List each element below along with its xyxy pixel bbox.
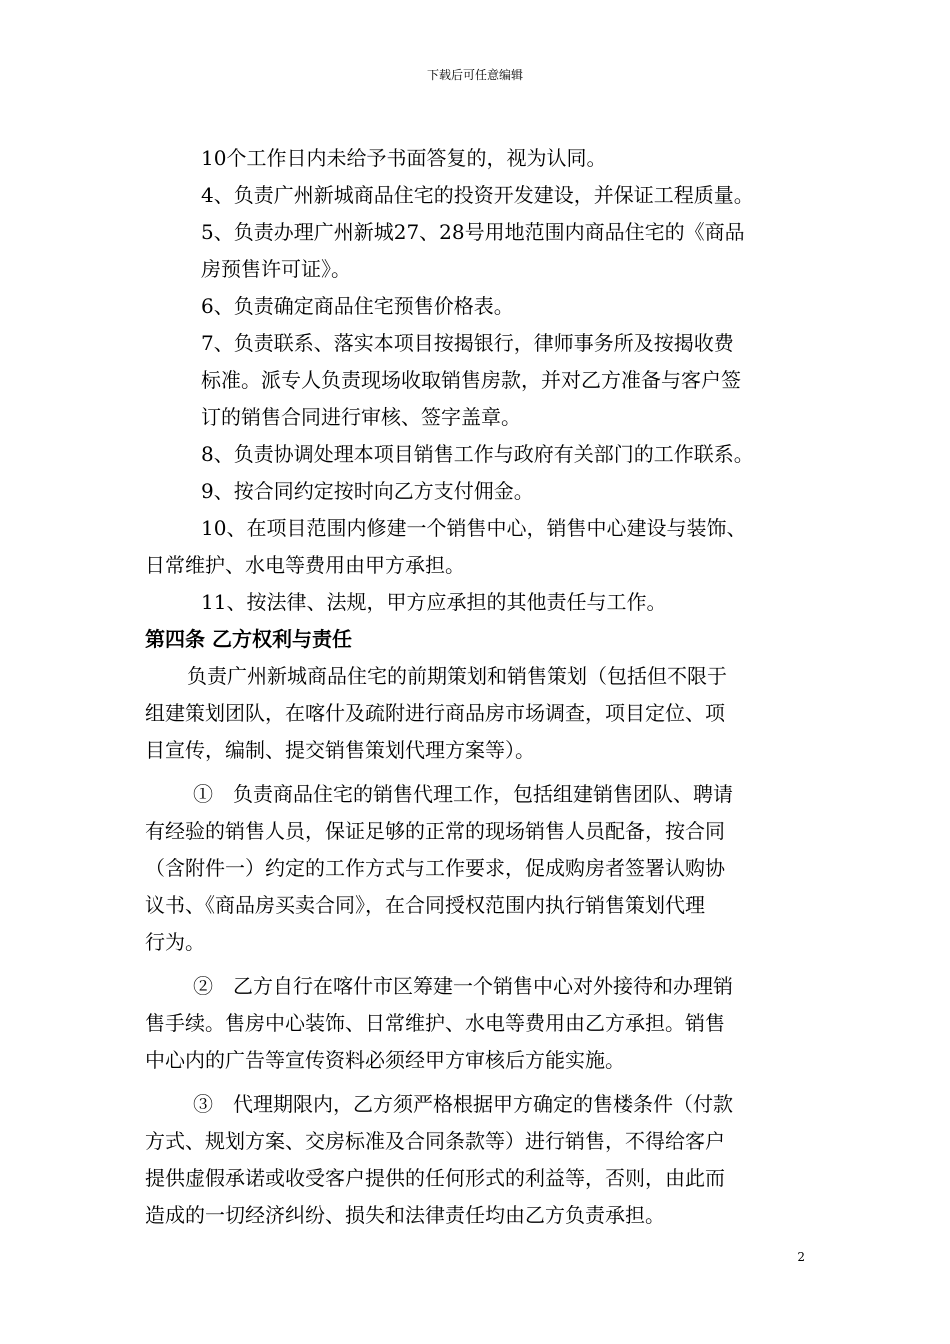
paragraph-line: ② 乙方自行在喀什市区筹建一个销售中心对外接待和办理销 bbox=[193, 974, 733, 998]
paragraph-line: 目宣传，编制、提交销售策划代理方案等）。 bbox=[145, 738, 535, 762]
paragraph-line: 行为。 bbox=[145, 930, 205, 954]
text-line: 4、负责广州新城商品住宅的投资开发建设，并保证工程质量。 bbox=[201, 183, 754, 207]
paragraph-line: ① 负责商品住宅的销售代理工作，包括组建销售团队、聘请 bbox=[193, 782, 733, 806]
paragraph-line: 售手续。售房中心装饰、日常维护、水电等费用由乙方承担。销售 bbox=[145, 1011, 725, 1035]
section-heading: 第四条 乙方权利与责任 bbox=[145, 627, 352, 651]
document-body bbox=[145, 140, 810, 1234]
text-line: 订的销售合同进行审核、签字盖章。 bbox=[201, 405, 521, 429]
page-header: 下载后可任意编辑 bbox=[426, 68, 523, 82]
text-line: 8、负责协调处理本项目销售工作与政府有关部门的工作联系。 bbox=[201, 442, 754, 466]
paragraph-line: （含附件一）约定的工作方式与工作要求，促成购房者签署认购协 bbox=[145, 856, 725, 880]
paragraph-line: 有经验的销售人员，保证足够的正常的现场销售人员配备，按合同 bbox=[145, 819, 725, 843]
text-line: 5、负责办理广州新城27、28号用地范围内商品住宅的《商品 bbox=[201, 220, 745, 244]
list-item bbox=[145, 1086, 810, 1234]
paragraph-line: 组建策划团队，在喀什及疏附进行商品房市场调查，项目定位、项 bbox=[145, 701, 725, 725]
text-line: 房预售许可证》。 bbox=[201, 257, 351, 281]
list-item bbox=[145, 776, 810, 961]
text-line: 9、按合同约定按时向乙方支付佣金。 bbox=[201, 479, 534, 503]
paragraph-line: 议书、《商品房买卖合同》，在合同授权范围内执行销售策划代理 bbox=[145, 893, 705, 917]
text-line: 日常维护、水电等费用由甲方承担。 bbox=[145, 553, 465, 577]
paragraph-line: 造成的一切经济纠纷、损失和法律责任均由乙方负责承担。 bbox=[145, 1203, 665, 1227]
text-line: 10个工作日内未给予书面答复的，视为认同。 bbox=[201, 146, 607, 170]
text-line: 标准。派专人负责现场收取销售房款，并对乙方准备与客户签 bbox=[201, 368, 741, 392]
paragraph-line: ③ 代理期限内，乙方须严格根据甲方确定的售楼条件（付款 bbox=[193, 1092, 733, 1116]
text-line: 7、负责联系、落实本项目按揭银行，律师事务所及按揭收费 bbox=[201, 331, 734, 355]
paragraph-line: 方式、规划方案、交房标准及合同条款等）进行销售，不得给客户 bbox=[145, 1129, 725, 1153]
paragraph-line: 负责广州新城商品住宅的前期策划和销售策划（包括但不限于 bbox=[187, 664, 727, 688]
text-line: 10、在项目范围内修建一个销售中心，销售中心建设与装饰、 bbox=[201, 516, 747, 540]
paragraph-line: 提供虚假承诺或收受客户提供的任何形式的利益等，否则，由此而 bbox=[145, 1166, 725, 1190]
text-line: 11、按法律、法规，甲方应承担的其他责任与工作。 bbox=[201, 590, 667, 614]
page-number: 2 bbox=[797, 1250, 805, 1264]
list-item bbox=[145, 968, 810, 1079]
text-line: 6、负责确定商品住宅预售价格表。 bbox=[201, 294, 514, 318]
paragraph-line: 中心内的广告等宣传资料必须经甲方审核后方能实施。 bbox=[145, 1048, 625, 1072]
